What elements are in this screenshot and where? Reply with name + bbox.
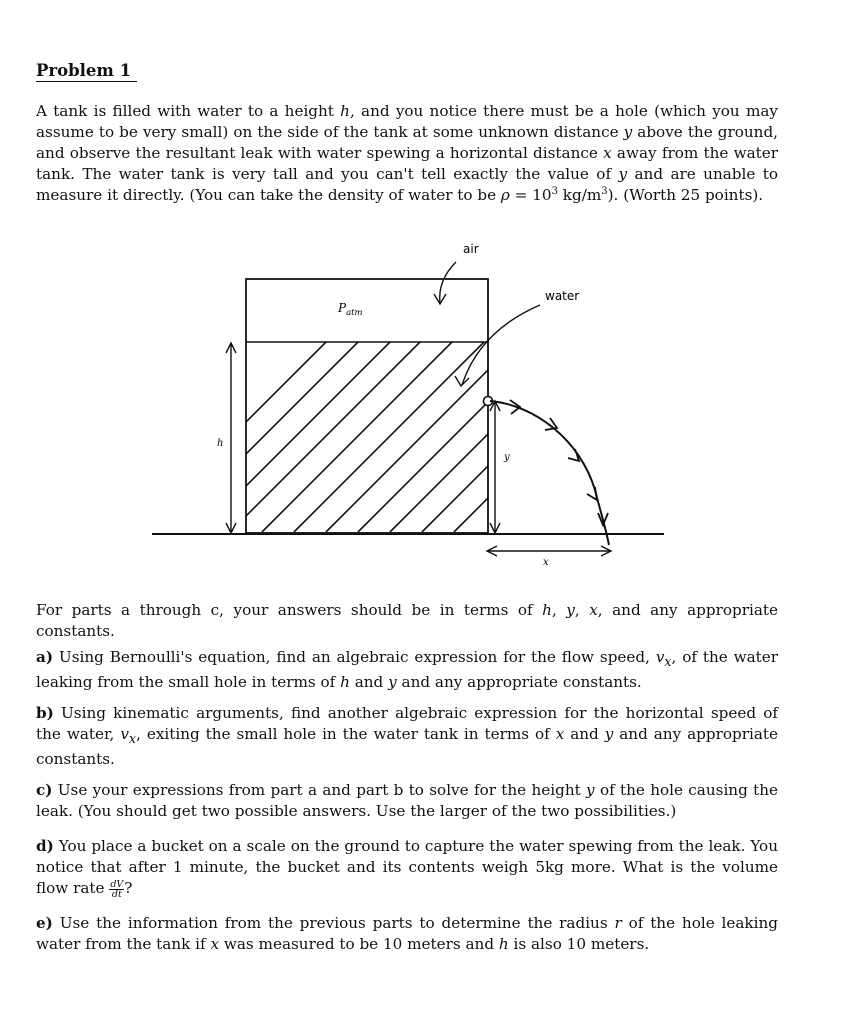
comma: , — [551, 601, 567, 619]
var-y: y — [566, 601, 575, 619]
var-x: x — [589, 601, 598, 619]
var-y-2: y — [618, 165, 628, 183]
part-b — [36, 703, 778, 770]
for-text-1: For parts a through c, your answers should be in terms of — [36, 601, 543, 619]
var-y: y — [604, 725, 614, 743]
intro-text-1: A tank is filled with water to a height — [36, 102, 341, 120]
intro-text-7: kg/m — [557, 186, 602, 204]
h-dimension-arrow — [226, 343, 236, 533]
part-a-text-3: and — [349, 673, 389, 692]
part-a-text-2: , of the water leaking from the small hole in terms of — [36, 648, 778, 692]
part-b-label: b) — [36, 704, 54, 722]
intro-text-3: above the ground, and observe the resultant leak with water spewing a horizontal distance — [36, 123, 778, 162]
part-a-text-4: and any appropriate constants. — [396, 673, 642, 692]
x-label: x — [543, 557, 549, 568]
y-label: y — [504, 452, 510, 463]
part-d — [36, 836, 778, 899]
air-pointer-line — [440, 262, 456, 303]
fraction-numerator: dV — [110, 878, 124, 890]
part-e-text-4: is also 10 meters. — [508, 935, 650, 953]
intro-text-6: = 10 — [509, 186, 552, 204]
air-label: air — [463, 242, 479, 256]
water-jet-path — [490, 401, 609, 545]
comma: , — [574, 601, 590, 619]
var-h: h — [498, 935, 509, 953]
var-h: h — [340, 673, 350, 692]
part-b-text-3: and — [564, 725, 605, 743]
patm-subscript: atm — [346, 308, 363, 318]
var-rho: ρ — [500, 186, 510, 204]
var-h: h — [340, 102, 350, 120]
intro-text-4: away from the water tank. The water tank is very tall and you can't tell exactly the value of — [36, 144, 778, 183]
part-a-label: a) — [36, 648, 54, 666]
var-x: x — [210, 935, 220, 953]
for-text-2: , and any appropriate constants. — [36, 601, 778, 640]
part-c-text-1: Use your expressions from part a and part b to solve for the height — [52, 781, 587, 799]
water-pointer-arrowhead — [455, 376, 469, 386]
var-y: y — [388, 673, 397, 692]
part-c — [36, 780, 778, 822]
var-v: v — [655, 648, 665, 666]
patm-label — [337, 301, 363, 318]
patm-symbol: P — [338, 301, 347, 315]
y-dimension-arrow — [490, 401, 500, 533]
intro-text-8: ). (Worth 25 points). — [607, 186, 764, 204]
x-dimension-arrow — [487, 546, 611, 556]
part-e — [36, 913, 778, 955]
fraction-denominator: dt — [111, 888, 122, 900]
part-d-label: d) — [36, 837, 54, 855]
intro-text-5: and are unable to measure it directly. (You can take the density of water to be — [36, 165, 778, 204]
water-hatching — [136, 342, 644, 532]
for-parts-note — [36, 600, 778, 642]
water-pointer-line — [462, 305, 540, 385]
var-y: y — [623, 123, 633, 141]
water-label: water — [545, 289, 580, 303]
exponent-2: 3 — [601, 185, 608, 197]
h-label: h — [217, 438, 224, 449]
part-e-text-3: was measured to be 10 meters and — [219, 935, 499, 953]
var-x: x — [555, 725, 565, 743]
part-e-label: e) — [36, 914, 53, 932]
var-h: h — [542, 601, 552, 619]
part-d-text-1: You place a bucket on a scale on the ground to capture the water spewing from the leak. You notice that after 1 minute, the bucket and its contents weigh 5kg more. What is the volume flow rate — [36, 837, 778, 897]
part-e-text-2: of the hole leaking water from the tank if — [36, 914, 778, 953]
jet-direction-arrows — [510, 400, 608, 525]
part-d-text-2: ? — [124, 879, 133, 897]
var-r: r — [614, 914, 622, 932]
part-e-text-1: Use the information from the previous parts to determine the radius — [52, 914, 615, 932]
part-c-label: c) — [36, 781, 53, 799]
part-b-text-4: and any appropriate constants. — [36, 725, 778, 769]
var-y: y — [586, 781, 595, 799]
part-c-text-2: of the hole causing the leak. (You should get two possible answers. Use the larger of the two possibilities.) — [36, 781, 778, 820]
var-v-subscript: x — [128, 731, 137, 747]
part-a-text-1: Using Bernoulli's equation, find an algebraic expression for the flow speed, — [53, 648, 656, 666]
var-v: v — [120, 725, 129, 743]
exponent: 3 — [551, 185, 558, 197]
part-b-text-2: , exiting the small hole in the water tank in terms of — [136, 725, 556, 743]
part-a — [36, 647, 778, 693]
problem-title: Problem 1 — [36, 61, 137, 82]
part-b-text-1: Using kinematic arguments, find another algebraic expression for the horizontal speed of the water, — [36, 704, 778, 743]
var-x: x — [603, 144, 612, 162]
var-v-subscript: x — [664, 654, 672, 670]
dv-dt-fraction — [109, 880, 124, 899]
intro-text-2: , and you notice there must be a hole (which you may assume to be very small) on the side of the tank at some unknown distance — [36, 102, 778, 141]
